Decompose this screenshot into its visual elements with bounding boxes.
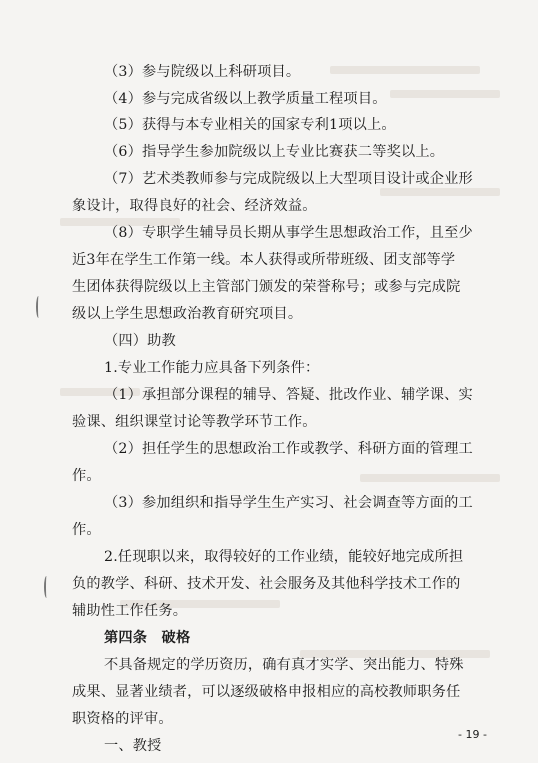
text-line: 不具备规定的学历资历，确有真才实学、突出能力、特殊	[104, 657, 464, 673]
text-line: （6）指导学生参加院级以上专业比赛获二等奖以上。	[104, 144, 445, 160]
text-line: 验课、组织课堂讨论等教学环节工作。	[72, 414, 317, 430]
text-line: 1.专业工作能力应具备下列条件：	[104, 360, 320, 376]
text-line: （5）获得与本专业相关的国家专利1项以上。	[104, 117, 396, 133]
text-line: 辅助性工作任务。	[72, 603, 188, 619]
text-line: （1）承担部分课程的辅导、答疑、批改作业、辅学课、实	[104, 387, 473, 403]
text-line: （7）艺术类教师参与完成院级以上大型项目设计或企业形	[104, 171, 473, 187]
section-heading: （四）助教	[104, 333, 176, 349]
text-line: 成果、显著业绩者，可以逐级破格申报相应的高校教师职务任	[72, 684, 461, 700]
text-line: 象设计，取得良好的社会、经济效益。	[72, 198, 317, 214]
text-line: 负的教学、科研、技术开发、社会服务及其他科学技术工作的	[72, 576, 461, 592]
text-line: 作。	[72, 522, 101, 538]
text-line: （2）担任学生的思想政治工作或教学、科研方面的管理工	[104, 441, 473, 457]
text-line: 职资格的评审。	[72, 711, 173, 727]
page-number: - 19 -	[458, 728, 487, 741]
text-line: 2.任现职以来，取得较好的工作业绩，能较好地完成所担	[104, 549, 464, 565]
text-line: 级以上学生思想政治教育研究项目。	[72, 306, 303, 322]
text-line: （4）参与完成省级以上教学质量工程项目。	[104, 91, 387, 107]
section-heading: 一、教授	[104, 738, 162, 754]
text-line: （3）参与院级以上科研项目。	[104, 64, 301, 80]
text-line: （8）专职学生辅导员长期从事学生思想政治工作，且至少	[104, 225, 473, 241]
text-line: 作。	[72, 468, 101, 484]
text-line: 生团体获得院级以上主管部门颁发的荣誉称号；或参与完成院	[72, 279, 461, 295]
article-heading: 第四条 破格	[104, 630, 191, 646]
text-line: 近3年在学生工作第一线。本人获得或所带班级、团支部等学	[72, 252, 456, 268]
text-line: （3）参加组织和指导学生生产实习、社会调查等方面的工	[104, 495, 473, 511]
